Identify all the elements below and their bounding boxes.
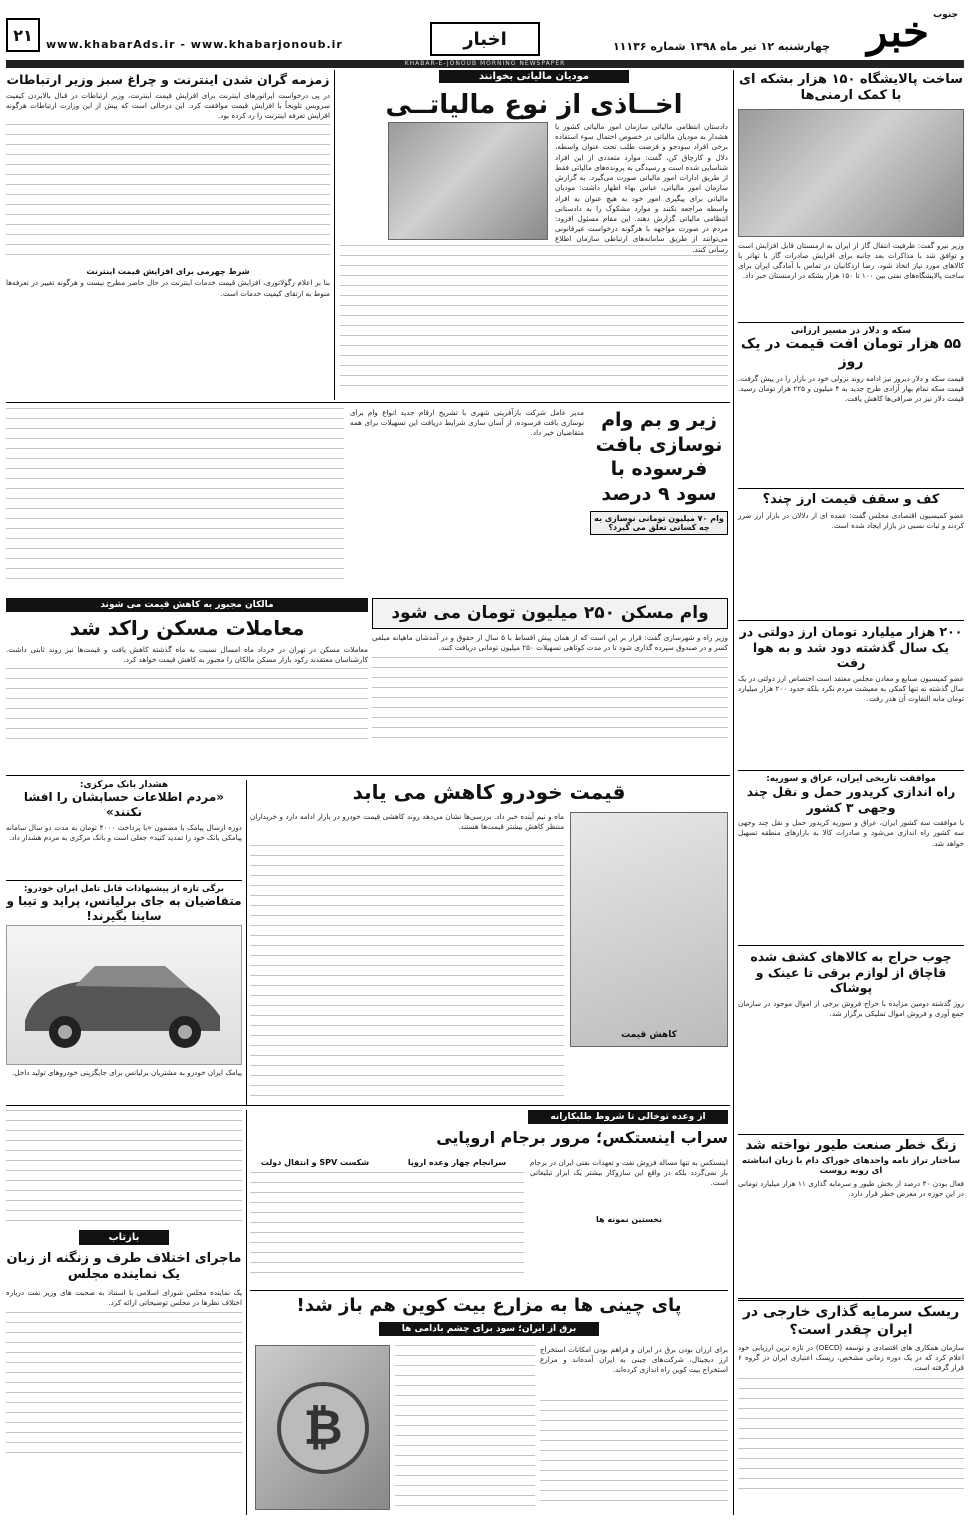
mortgage-body: وزیر راه و شهرسازی گفت: قرار بر این است که از همان پیش اقساط با ۵ سال از حقوق و در آمدشان ماهیانه مبلغی کسر و در صندوق سپرده گذاری شود تا در مدت کوتاهی تسهیلات ۲۵۰ میلیون تومانی دریافت کنند. [372, 633, 728, 653]
housing-body: معاملات مسکن در تهران در خرداد ماه امسال نسبت به ماه گذشته کاهش یافت و قیمت‌ها نیز روند ثابتی داشت. کارشناسان معتقدند رکود بازار مسکن مالکان را مجبور به کاهش قیمت خواهد کرد. [6, 645, 368, 665]
body-text-lines [6, 124, 330, 264]
article-headline: کف و سقف قیمت ارز چند؟ [762, 492, 940, 507]
official-photo [388, 122, 548, 240]
article-internet[interactable] [6, 72, 330, 299]
article-body: با موافقت سه کشور ایران، عراق و سوریه کریدور حمل و نقل چند وجهی سه کشور راه اندازی می‌شود و صادرات کالا به بازارهای منطقه تسهیل خواهد شد. [738, 818, 964, 848]
article-headline: راه اندازی کریدور حمل و نقل چند وجهی ۳ کشور [746, 784, 956, 815]
column-rule [246, 1110, 247, 1515]
loan-body-lines [6, 408, 344, 588]
article-auction[interactable] [738, 945, 964, 1019]
article-bazaar[interactable] [6, 1230, 242, 1462]
bitcoin-headline: پای چینی ها به مزارع بیت کوین هم باز شد! [296, 1295, 682, 1316]
article-currency-range[interactable] [738, 488, 964, 532]
article-instex[interactable] [250, 1110, 728, 1148]
lead-body-lines [340, 245, 728, 395]
article-investment-risk[interactable] [738, 1298, 964, 1498]
loan-body: مدیر عامل شرکت بازآفرینی شهری با تشریح ارقام جدید انواع وام برای نوسازی بافت فرسوده، از آسان سازی شرایط دریافت این تسهیلات برای همه متقاضیان خبر داد. [350, 408, 584, 438]
article-subhead: ساختار تراز نامه واحدهای خوراک دام با زیان انباشته ای روبه روست [741, 1156, 961, 1177]
lead-headline: اخــاذی از نوع مالیاتــی [385, 90, 683, 120]
body-text-lines [372, 657, 728, 747]
article-headline: ۲۰۰ هزار میلیارد تومان ارز دولتی در یک سال گذشته دود شد و به هوا رفت [739, 624, 963, 671]
body-text-lines [6, 668, 368, 748]
europe-subhead-3: سرانجام چهار وعده اروپا [407, 1158, 507, 1167]
svg-text:₿: ₿ [302, 1399, 343, 1456]
car-body: ماه و نیم آینده خبر داد. بررسی‌ها نشان می‌دهد روند کاهشی قیمت خودرو در بازار ادامه دارد و خریداران منتظر کاهش بیشتر قیمت‌ها هستند. [250, 812, 564, 832]
logo-subtext: جنوب [933, 10, 958, 20]
bazaar-headline: ماجرای اختلاف طرف و زنگنه از زبان یک نماینده مجلس [6, 1251, 242, 1283]
housing-kicker: مالکان مجبور به کاهش قیمت می شوند [6, 598, 368, 612]
body-text-lines [6, 1312, 242, 1462]
mortgage-headline: وام مسکن ۲۵۰ میلیون تومان می شود [372, 598, 728, 629]
article-corridor[interactable] [738, 770, 964, 849]
lead-body: دادستان انتظامی مالیاتی سازمان امور مالیاتی کشور با هشدار به مودیان مالیاتی در خصوص احتمال سوء استفاده برخی افراد سودجو و فرصت طلب تحت عنوان واسطه، دلال و کارچاق کن، گفت: موارد متعددی از این افراد شناسایی شده است و رسیدگی به پرونده‌های مالیاتی فقط از طریق ادارات امور مالیاتی صورت می‌گیرد. به گزارش سازمان امور مالیاتی، عباس بهاء اظهار داشت: مودیان مالیاتی برای پیگیری امور خود به هیچ عنوان به افراد واسطه مراجعه نکنند و موارد مشکوک را به دادستانی انتظامی مالیاتی گزارش دهند. این مقام مسئول افزود: مردم در صورت مواجهه با هرگونه درخواست غیرقانونی می‌توانند از طریق سامانه‌های ارتباطی سازمان اطلاع رسانی کنند. [555, 122, 728, 254]
minister-photo [738, 109, 964, 237]
article-headline: زنگ خطر صنعت طیور نواخته شد [745, 1138, 957, 1153]
article-headline: ۵۵ هزار تومان افت قیمت در یک روز [740, 336, 962, 370]
car-photo [6, 925, 242, 1065]
europe-subhead-2: شکست SPV و انتقال دولت [260, 1158, 370, 1167]
article-body: روز گذشته دومین مزایده با حراج فروش برخی از اموال موجود در سازمان جمع آوری و فروش اموال تملیکی برگزار شد. [738, 998, 964, 1019]
article-coin-dollar[interactable] [738, 322, 964, 405]
lead-article[interactable] [340, 70, 728, 122]
europe-body: اینستکس به تنها مساله فروش نفت و تعهدات نفتی ایران در برجام باز نمی‌گردد بلکه در واقع این سازوکار بیشتر یک ابزار تبلیغاتی است. [530, 1158, 728, 1188]
bank-headline: «مردم اطلاعات حسابشان را افشا نکنند» [23, 790, 225, 819]
article-brilliance[interactable] [6, 880, 242, 924]
column-rule [733, 70, 734, 1515]
brilliance-headline: متقاضیان به جای برلیانس، پراید و تیبا و ساینا بگیرند! [6, 894, 242, 923]
article-bank-warning[interactable] [6, 780, 242, 843]
article-refinery[interactable] [738, 72, 964, 281]
article-body: فعال بودن ۴۰ درصد از بخش طیور و سرمایه گذاری ۱۱ هزار میلیارد تومانی در این حوزه در معرض خطر قرار دارد. [738, 1179, 964, 1199]
bitcoin-body-lines [395, 1345, 535, 1510]
brilliance-body-lines [6, 1110, 242, 1225]
lead-kicker: مودیان مالیاتی بخوانند [439, 70, 629, 83]
article-body: وزیر نیرو گفت: ظرفیت انتقال گاز از ایران به ارمنستان قابل افزایش است و توافق شد با مذاکرات بعد جانبه برای افزایش صادرات گاز با تهاتر با کالاهای مورد نیاز اتخاذ شود. رضا اردکانیان در تماس با آمادگی ایران برای ساخت پالایشگاه‌های نفتی بین ۱۰۰ تا ۱۵۰ هزار بشکه در ارمنستان خبر داد. [738, 240, 964, 281]
article-kicker: سکه و دلار در مسیر ارزانی [790, 326, 912, 336]
bitcoin-coin-icon [273, 1378, 373, 1478]
article-headline: ساخت پالایشگاه ۱۵۰ هزار بشکه ای با کمک ارمنی‌ها [739, 72, 963, 104]
article-loan[interactable] [590, 408, 728, 535]
europe-subhead-1: نخستین نمونه ها [596, 1215, 662, 1224]
dateline: چهارشنبه ۱۲ تیر ماه ۱۳۹۸ شماره ۱۱۱۳۶ [612, 40, 830, 53]
article-mortgage[interactable] [372, 598, 728, 747]
masthead [0, 0, 970, 67]
europe-badge: از وعده توخالی تا شروط طلبکارانه [528, 1110, 728, 1124]
car-illustration [5, 926, 241, 1066]
bank-body: دوره ارسال پیامک با مضمون «با پرداخت ۴۰۰۰ تومان به مدت دو سال سامانه پیامکی بانک خود را تمدید کنید» جعلی است و بانک مرکزی به مردم هشدار داد. [6, 823, 242, 843]
article-body: در پی درخواست اپراتورهای اینترنت برای افزایش قیمت اینترنت، وزیر ارتباطات در قبال بالابردن کیفیت سرویس تلویحاً با افزایش قیمت موافقت کرد. این درحالی است که پیش از این وزارت ارتباطات هرگونه افزایش تعرفه اینترنت را رد کرده بود. [6, 90, 330, 121]
car-cartoon [570, 812, 728, 1047]
article-body: سازمان همکاری های اقتصادی و توسعه (OECD) در تازه ترین ارزیابی خود اعلام کرد که در یک دوره زمانی مشخص، ریسک اعتباری ایران در گروه ۶ قرار گرفته است. [738, 1343, 965, 1373]
bitcoin-kicker: برق از ایران؛ سود برای چشم بادامی ها [379, 1322, 599, 1336]
article-headline: زمزمه گران شدن اینترنت و چراغ سبز وزیر ارتباطات [6, 72, 330, 87]
logo-text: خبر [867, 6, 929, 56]
article-poultry[interactable] [738, 1134, 964, 1200]
article-bitcoin[interactable] [250, 1290, 728, 1336]
column-rule [246, 780, 247, 1105]
europe-body-lines [250, 1172, 524, 1282]
section-title: اخبار [430, 22, 540, 56]
article-body: عضو کمیسیون صنایع و معادن مجلس معتقد است اختصاص ارز دولتی در یک سال گذشته نه تنها کمکی به معیشت مردم نکرد بلکه حدود ۲۰۰ هزار میلیارد تومان مابه التفاوت آن هدر رفت. [738, 673, 964, 704]
brilliance-body: پیامک ایران خودرو به مشتریان برلیانس برای جایگزینی خودروهای تولید داخل. [12, 1068, 242, 1077]
loan-headline: زیر و بم وام نوسازی بافت فرسوده با سود ۹ درصد [595, 409, 723, 506]
cartoon-caption: کاهش قیمت [621, 1030, 677, 1040]
car-headline: قیمت خودرو کاهش می یابد [352, 780, 626, 804]
article-body: قیمت سکه و دلار دیروز نیز ادامه روند نزولی خود در بازار را در پیش گرفت. قیمت سکه تمام بهار آزادی طرح جدید به ۴ میلیون و ۲۲۵ هزار تومان رسید. قیمت دلار نیز در صرافی‌ها کاهش یافت. [738, 374, 964, 404]
newspaper-logo[interactable] [838, 6, 958, 56]
column-rule [334, 70, 335, 400]
article-kicker: موافقت تاریخی ایران، عراق و سوریه: [766, 774, 936, 784]
bazaar-label: بازتاب [79, 1230, 169, 1245]
loan-subhead: وام ۷۰ میلیون تومانی نوسازی به چه کسانی تعلق می گیرد؟ [590, 511, 728, 535]
section-divider [6, 1105, 730, 1106]
article-body: عضو کمیسیون اقتصادی مجلس گفت: عمده ای از دلالان در بازار ارز ضرر کردند و ثبات نسبی در بازار ایجاد شده است. [738, 511, 964, 531]
bitcoin-body-lines [540, 1400, 728, 1510]
section-divider [6, 775, 730, 776]
bazaar-body: یک نماینده مجلس شورای اسلامی با استناد به صحبت های وزیر نفت درباره اختلاف نظرها در مجلس توضیحاتی ارائه کرد. [6, 1287, 242, 1307]
bitcoin-photo [255, 1345, 390, 1510]
housing-headline: معاملات مسکن راکد شد [69, 616, 305, 640]
bank-kicker: هشدار بانک مرکزی: [79, 780, 169, 790]
bitcoin-body: برای ارزان بودن برق در ایران و فراهم بودن امکانات استخراج ارز دیجیتال، شرکت‌های چینی به ایران آمده‌اند و مزارع استخراج بیت کوین راه اندازی کرده‌اند. [540, 1345, 728, 1375]
article-state-currency[interactable] [738, 620, 964, 705]
article-subhead: شرط چهرمی برای افزایش قیمت اینترنت [86, 267, 250, 277]
car-body-lines [250, 845, 564, 1100]
section-divider [6, 402, 730, 403]
article-housing[interactable] [6, 598, 368, 748]
body-text-lines [738, 1378, 964, 1498]
page-number: ۲۱ [6, 18, 40, 52]
europe-headline: سراب اینستکس؛ مرور برجام اروپایی [436, 1128, 728, 1147]
header-band: KHABAR-E-JONOUB MORNING NEWSPAPER [6, 60, 964, 68]
website-links[interactable]: www.khabarAds.ir - www.khabarjonoub.ir [46, 38, 343, 51]
article-body: بنا بر اعلام رگولاتوری، افزایش قیمت خدمات اینترنت در حال حاضر مطرح نیست و هرگونه تغییر در تعرفه‌ها منوط به ارتقای کیفیت خدمات است. [6, 278, 330, 298]
article-car-price[interactable] [250, 780, 728, 805]
article-headline: ریسک سرمایه گذاری خارجی در ایران چقدر است؟ [742, 1304, 960, 1338]
article-headline: چوب حراج به کالاهای کشف شده قاچاق از لوازم برقی تا عینک و پوشاک [750, 949, 952, 996]
brilliance-kicker: برگی تازه از پیشنهادات قابل تامل ایران خودرو: [24, 884, 224, 894]
